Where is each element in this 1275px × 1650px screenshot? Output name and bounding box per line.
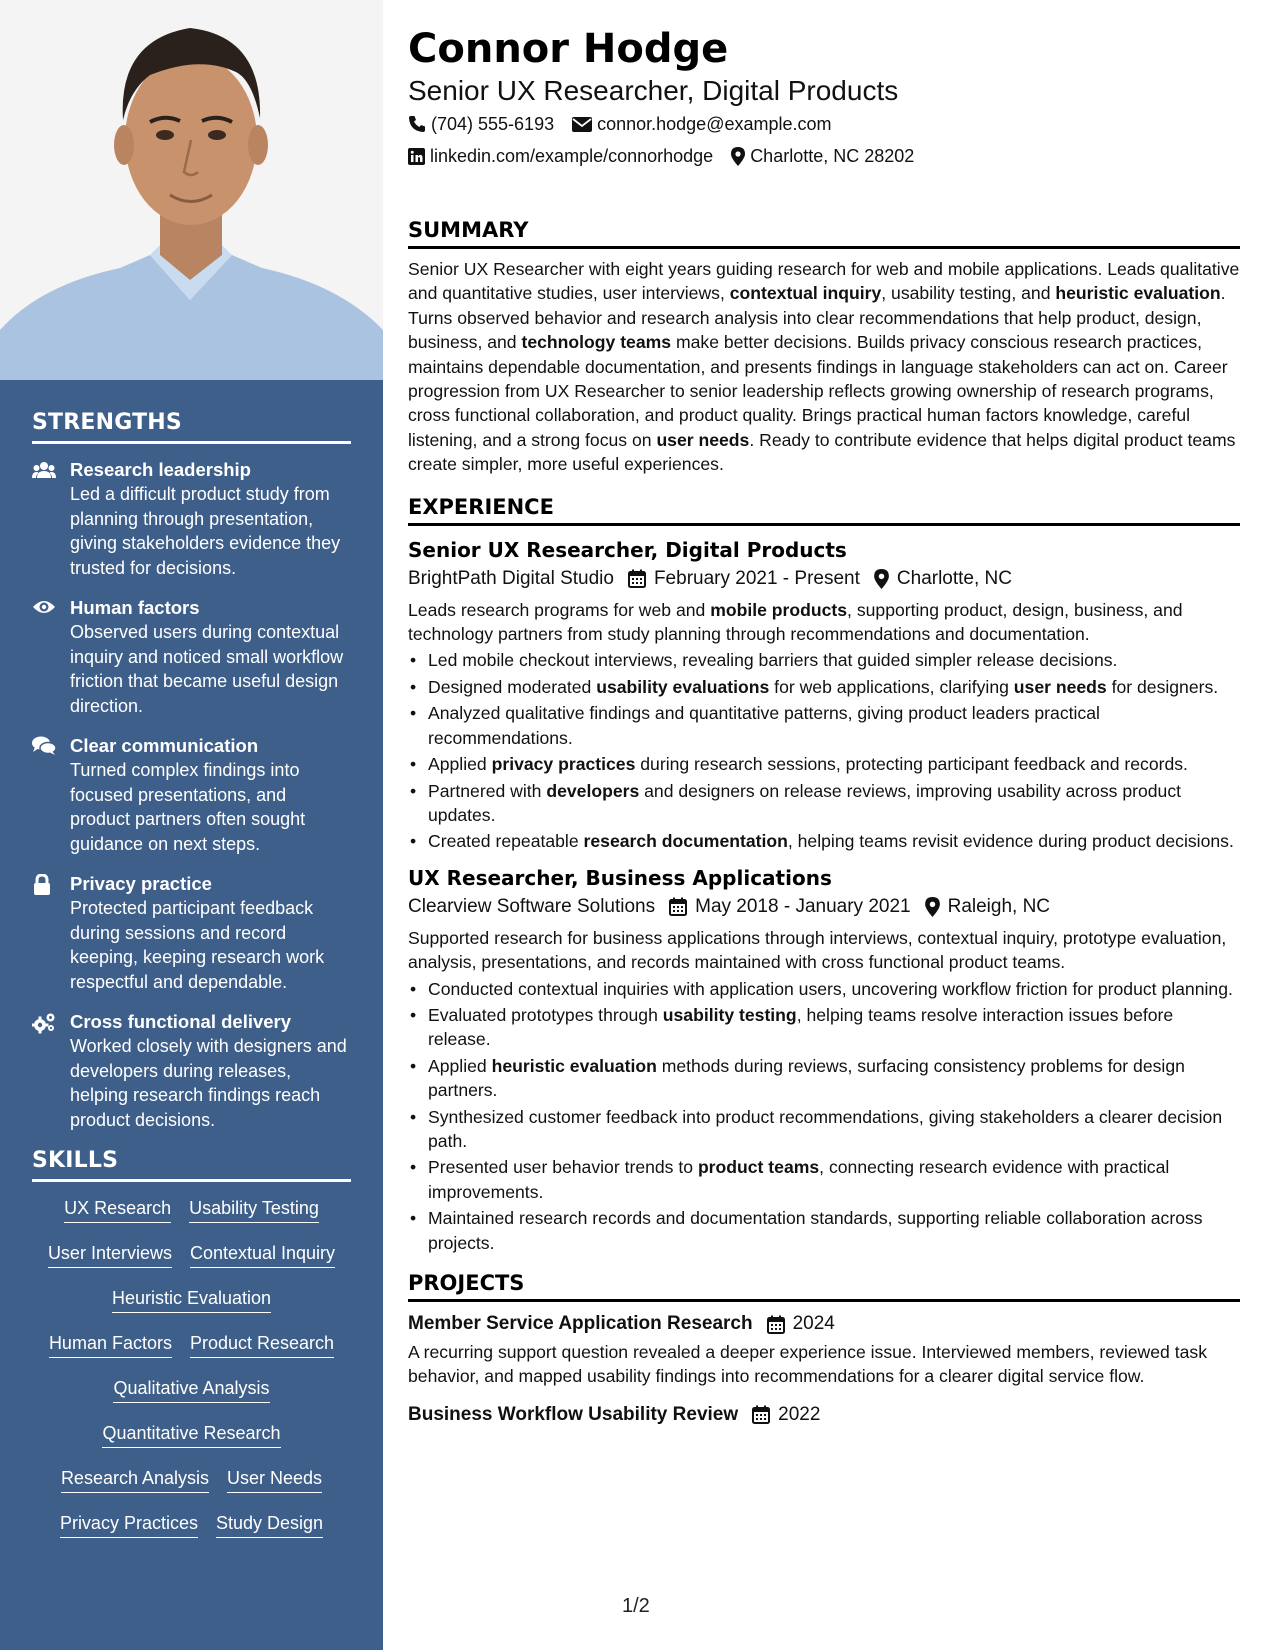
email-text[interactable]: connor.hodge@example.com [597, 114, 832, 134]
strength-title: Privacy practice [70, 873, 212, 894]
job-location: Raleigh, NC [925, 892, 1050, 922]
phone-text[interactable]: (704) 555-6193 [431, 114, 555, 134]
strengths-heading: STRENGTHS [32, 410, 351, 444]
summary-heading: SUMMARY [408, 216, 1240, 249]
map-pin-icon [874, 569, 889, 589]
project-entry [408, 1310, 1240, 1389]
candidate-name: Connor Hodge [408, 26, 729, 72]
calendar-icon [628, 569, 646, 588]
bullet-item: • Designed moderated usability evaluations for web applications, clarifying user needs for designers. [428, 675, 1240, 699]
project-title-row [408, 1401, 1240, 1429]
bullet-item: • Analyzed qualitative findings and quantitative patterns, giving product leaders practical recommendations. [428, 701, 1240, 750]
skills-list [32, 1196, 351, 1556]
skill-tag: Quantitative Research [102, 1421, 280, 1448]
strength-text: Protected participant feedback during sessions and record keeping, keeping research work respectful and dependable. [70, 898, 325, 992]
skill-tag: UX Research [64, 1196, 171, 1223]
strength-title: Clear communication [70, 735, 259, 756]
eye-icon [32, 596, 70, 718]
skill-tag: Privacy Practices [60, 1511, 198, 1538]
strength-text: Observed users during contextual inquiry and noticed small workflow friction that became useful design direction. [70, 622, 344, 716]
skill-tag: Study Design [216, 1511, 323, 1538]
candidate-title: Senior UX Researcher, Digital Products [408, 75, 899, 106]
skill-tag: Human Factors [49, 1331, 172, 1358]
skill-tag: Contextual Inquiry [190, 1241, 335, 1268]
linkedin-text[interactable]: linkedin.com/example/connorhodge [430, 146, 714, 166]
users-icon [32, 458, 70, 580]
job-bullets [408, 977, 1240, 1255]
job-entry [408, 536, 1240, 854]
strength-title: Research leadership [70, 459, 251, 480]
profile-photo [0, 0, 383, 380]
bullet-item: • Conducted contextual inquiries with application users, uncovering workflow friction for product planning. [428, 977, 1240, 1001]
lock-icon [32, 872, 70, 994]
contact-row [408, 140, 1240, 172]
job-bullets [408, 648, 1240, 853]
project-year: 2024 [792, 1313, 835, 1334]
calendar-icon [669, 897, 687, 916]
project-title: Business Workflow Usability Review [408, 1403, 739, 1425]
company-name: BrightPath Digital Studio [408, 567, 614, 589]
job-title: UX Researcher, Business Applications [408, 865, 832, 890]
phone-contact [408, 108, 554, 140]
skill-tag: User Interviews [48, 1241, 172, 1268]
project-year: 2022 [778, 1403, 821, 1425]
gears-icon [32, 1010, 70, 1132]
comments-icon [32, 734, 70, 856]
strength-text: Led a difficult product study from planning through presentation, giving stakeholders evidence they trusted for decisions. [70, 484, 341, 578]
job-location: Charlotte, NC [874, 564, 1012, 594]
skill-tag: Research Analysis [61, 1466, 209, 1493]
map-pin-icon [925, 897, 940, 917]
project-title: Member Service Application Research [408, 1313, 753, 1334]
bullet-item: • Maintained research records and documentation standards, supporting reliable collaboration across projects. [428, 1206, 1240, 1255]
strength-item [32, 1010, 351, 1132]
job-meta [408, 892, 1240, 922]
skill-tag: Heuristic Evaluation [112, 1286, 271, 1313]
bullet-item: • Created repeatable research documentation, helping teams revisit evidence during product decisions. [428, 829, 1240, 853]
skill-tag: Product Research [190, 1331, 334, 1358]
calendar-icon [767, 1315, 785, 1334]
strength-item [32, 872, 351, 994]
project-title-row [408, 1310, 1240, 1338]
envelope-icon [572, 117, 592, 132]
job-description: Supported research for business applications through interviews, contextual inquiry, prototype evaluation, analysis, presentations, and records maintained with cross functional product teams. [408, 927, 1227, 973]
strength-title: Human factors [70, 597, 200, 618]
bullet-item: • Presented user behavior trends to product teams, connecting research evidence with practical improvements. [428, 1155, 1240, 1204]
bullet-item: • Partnered with developers and designers on release reviews, improving usability across product updates. [428, 779, 1240, 828]
projects-heading: PROJECTS [408, 1269, 1240, 1302]
linkedin-contact [408, 140, 713, 172]
strengths-list [32, 458, 351, 1132]
job-entry [408, 864, 1240, 1255]
main-content [408, 24, 1240, 1429]
bullet-item: • Evaluated prototypes through usability testing, helping teams resolve interaction issues before release. [428, 1003, 1240, 1052]
job-dates: May 2018 - January 2021 [669, 892, 910, 922]
project-entry [408, 1401, 1240, 1429]
company-name: Clearview Software Solutions [408, 895, 656, 917]
page-indicator: 1/2 [622, 1595, 650, 1617]
bullet-item: • Applied privacy practices during research sessions, protecting participant feedback and records. [428, 752, 1240, 776]
contact-row [408, 108, 1240, 140]
project-description: A recurring support question revealed a deeper experience issue. Interviewed members, reviewed task behavior, and mapped usability findings into recommendations for a clearer digital service flow. [408, 1342, 1207, 1387]
location-contact [731, 140, 914, 172]
summary-text: Senior UX Researcher with eight years guiding research for web and mobile applications. Leads qualitative and quantitative studies, user interviews, contextual inquiry, usability testing, and heuristic evaluation. Turns observed behavior and research analysis into clear recommendations that help product, design, business, and technology teams make better decisions. Builds privacy conscious research practices, maintains dependable documentation, and presents findings in language stakeholders can act on. Career progression from UX Researcher to senior leadership reflects growing ownership of research programs, cross functional collaboration, and product quality. Brings practical human factors knowledge, careful listening, and a strong focus on user needs. Ready to contribute evidence that helps digital product teams create simpler, more useful experiences. [408, 259, 1240, 475]
job-description: Leads research programs for web and mobile products, supporting product, design, business, and technology partners from study planning through recommendations and documentation. [408, 599, 1183, 645]
skills-heading: SKILLS [32, 1148, 351, 1182]
bullet-item: • Synthesized customer feedback into product recommendations, giving stakeholders a clearer decision path. [428, 1105, 1240, 1154]
strength-item [32, 596, 351, 718]
job-meta [408, 564, 1240, 594]
job-title: Senior UX Researcher, Digital Products [408, 537, 847, 562]
strength-text: Worked closely with designers and developers during releases, helping research findings reach product decisions. [70, 1036, 347, 1130]
bullet-item: • Led mobile checkout interviews, revealing barriers that guided simpler release decisions. [428, 648, 1240, 672]
location-text: Charlotte, NC 28202 [750, 146, 915, 166]
portrait-image [0, 0, 383, 380]
skill-tag: Qualitative Analysis [113, 1376, 269, 1403]
sidebar [0, 0, 383, 1650]
experience-heading: EXPERIENCE [408, 493, 1240, 526]
sidebar-content [32, 410, 351, 1556]
phone-icon [408, 115, 426, 133]
skill-tag: Usability Testing [189, 1196, 319, 1223]
map-pin-icon [731, 147, 745, 166]
strength-text: Turned complex findings into focused presentations, and product partners often sought guidance on next steps. [70, 760, 306, 854]
strength-item [32, 734, 351, 856]
strength-title: Cross functional delivery [70, 1011, 292, 1032]
email-contact [572, 108, 831, 140]
strength-item [32, 458, 351, 580]
skill-tag: User Needs [227, 1466, 322, 1493]
calendar-icon [752, 1405, 770, 1424]
bullet-item: • Applied heuristic evaluation methods during reviews, surfacing consistency problems for design partners. [428, 1054, 1240, 1103]
job-dates: February 2021 - Present [628, 564, 860, 594]
linkedin-icon [408, 148, 425, 165]
